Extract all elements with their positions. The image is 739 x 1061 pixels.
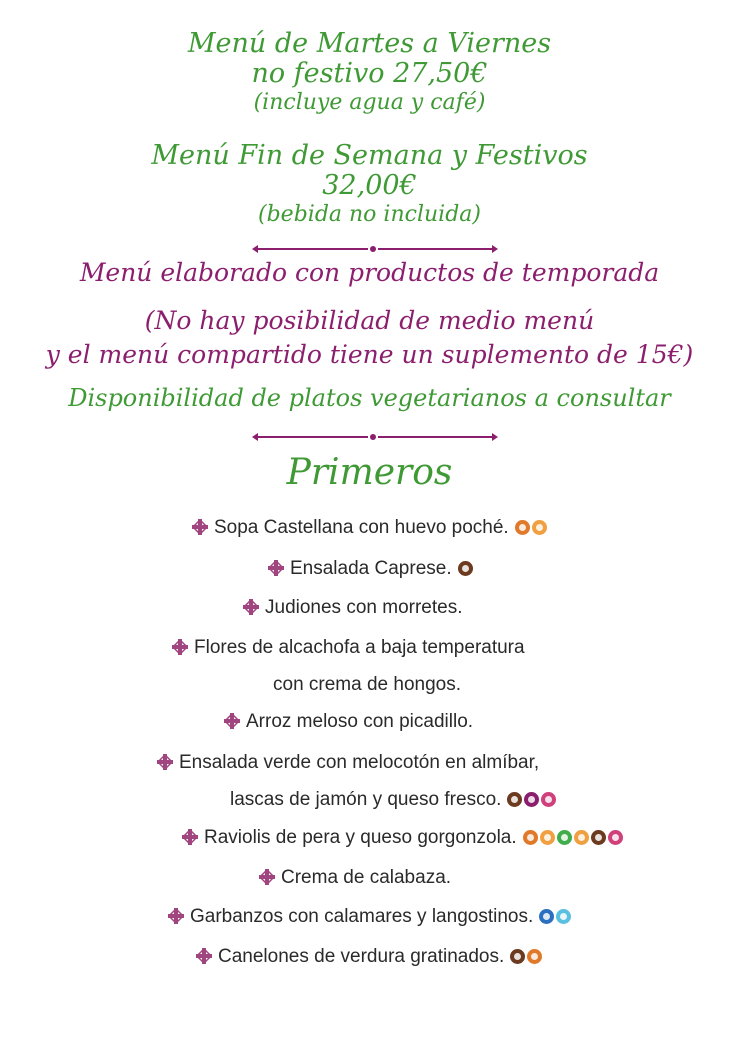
seasonal-note: Menú elaborado con productos de temporada xyxy=(79,258,660,287)
allergen-brown-icon xyxy=(591,830,606,845)
allergen-icons xyxy=(513,518,547,542)
dish-name: Raviolis de pera y queso gorgonzola. xyxy=(204,827,517,848)
dish-item-continuation xyxy=(230,788,556,814)
dish-name: Crema de calabaza. xyxy=(281,867,452,888)
shared-menu-note: y el menú compartido tiene un suplemento de 15€) xyxy=(45,340,694,369)
dish-item xyxy=(168,905,571,931)
dish-item xyxy=(259,866,451,890)
allergen-brown-icon xyxy=(507,792,522,807)
dish-name: Canelones de verdura gratinados. xyxy=(218,946,505,967)
bullet-icon xyxy=(168,907,184,923)
allergen-orange-icon xyxy=(523,830,538,845)
dish-name: Ensalada Caprese. xyxy=(290,558,452,579)
bullet-icon xyxy=(157,753,173,769)
dish-name: Garbanzos con calamares y langostinos. xyxy=(190,906,534,927)
bullet-icon xyxy=(182,828,198,844)
allergen-icons xyxy=(521,828,623,852)
allergen-orange-icon xyxy=(527,949,542,964)
menu-weekend-note: (bebida no incluida) xyxy=(258,202,481,227)
menu-weekday-title: Menú de Martes a Viernes xyxy=(187,28,552,59)
dish-name: Judiones con morretes. xyxy=(265,597,463,618)
menu-weekday-note: (incluye agua y café) xyxy=(253,90,486,115)
allergen-blue-icon xyxy=(539,909,554,924)
dish-item-continuation xyxy=(273,673,461,697)
bullet-icon xyxy=(172,638,188,654)
dish-item xyxy=(157,751,539,775)
allergen-icons xyxy=(456,559,473,583)
allergen-icons xyxy=(508,947,542,971)
dish-item xyxy=(268,557,473,583)
half-menu-note: (No hay posibilidad de medio menú xyxy=(144,306,595,335)
allergen-pink-icon xyxy=(541,792,556,807)
bullet-icon xyxy=(259,868,275,884)
allergen-purple-icon xyxy=(524,792,539,807)
dish-name-line2: lascas de jamón y queso fresco. xyxy=(230,789,502,810)
dish-name: Sopa Castellana con huevo poché. xyxy=(214,517,509,538)
dish-item xyxy=(192,516,547,542)
allergen-light-blue-icon xyxy=(556,909,571,924)
bullet-icon xyxy=(196,947,212,963)
allergen-icons xyxy=(505,790,556,814)
dish-name: Ensalada verde con melocotón en almíbar, xyxy=(179,752,540,773)
bullet-icon xyxy=(224,712,240,728)
allergen-brown-icon xyxy=(458,561,473,576)
ornament-divider-2 xyxy=(250,431,500,443)
allergen-green-icon xyxy=(557,830,572,845)
dish-item xyxy=(243,596,463,620)
allergen-orange-light-icon xyxy=(540,830,555,845)
ornament-divider xyxy=(250,243,500,255)
menu-weekend-title: Menú Fin de Semana y Festivos xyxy=(151,140,588,171)
section-title: Primeros xyxy=(286,452,453,493)
dish-name: Arroz meloso con picadillo. xyxy=(246,711,474,732)
menu-weekend-price: 32,00€ xyxy=(322,170,417,201)
allergen-orange-icon xyxy=(515,520,530,535)
menu-weekday-price: no festivo 27,50€ xyxy=(251,58,488,89)
allergen-orange-light-icon xyxy=(574,830,589,845)
dish-item xyxy=(196,945,542,971)
dish-item xyxy=(172,636,525,660)
dish-name: Flores de alcachofa a baja temperatura xyxy=(194,637,525,658)
bullet-icon xyxy=(243,598,259,614)
bullet-icon xyxy=(268,559,284,575)
dish-name-line2: con crema de hongos. xyxy=(273,674,462,695)
vegetarian-note: Disponibilidad de platos vegetarianos a consultar xyxy=(68,384,671,412)
allergen-icons xyxy=(537,907,571,931)
allergen-pink-icon xyxy=(608,830,623,845)
dish-item xyxy=(224,710,473,734)
bullet-icon xyxy=(192,518,208,534)
allergen-orange-light-icon xyxy=(532,520,547,535)
allergen-brown-icon xyxy=(510,949,525,964)
dish-item xyxy=(182,826,623,852)
